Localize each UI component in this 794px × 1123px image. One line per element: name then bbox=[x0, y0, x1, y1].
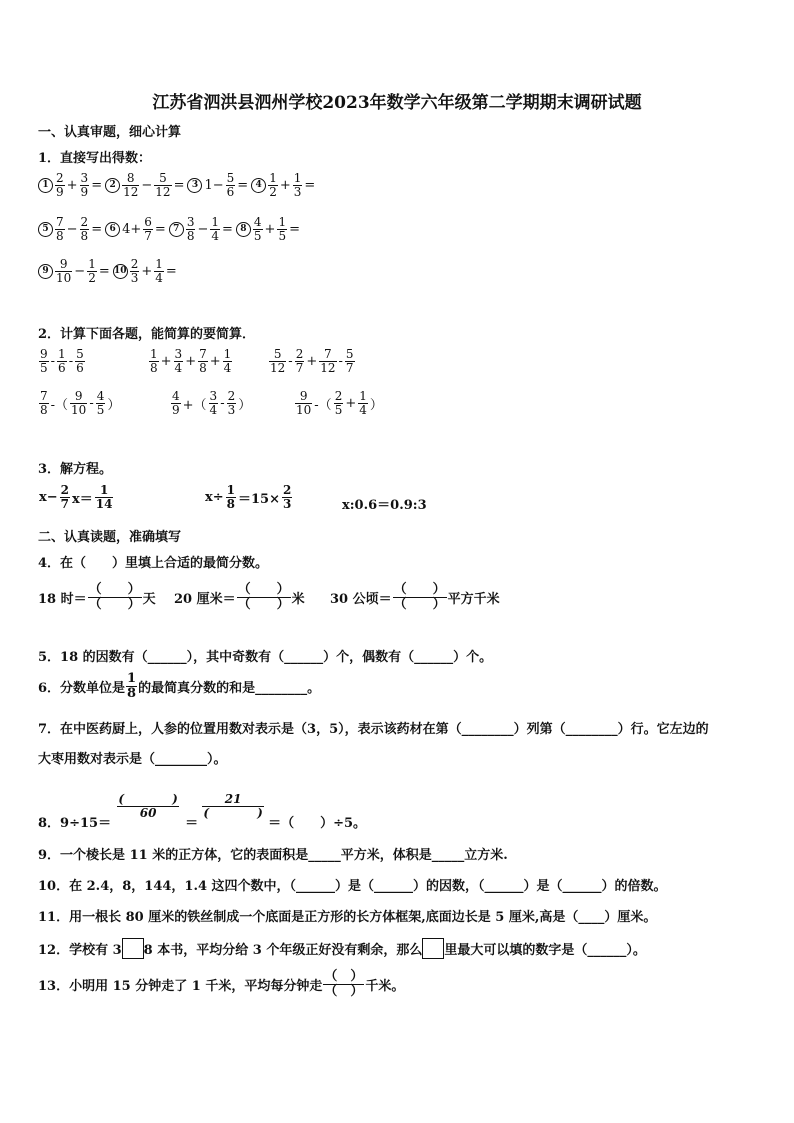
denominator: 3 bbox=[130, 270, 139, 285]
fraction bbox=[87, 258, 97, 284]
numerator: 3 bbox=[209, 389, 218, 403]
q12-part-a: 12．学校有 3 bbox=[38, 943, 122, 958]
fraction bbox=[209, 390, 219, 416]
numerator: 4 bbox=[253, 215, 262, 229]
numerator: 7 bbox=[56, 215, 64, 229]
item-number-badge: 8 bbox=[236, 222, 251, 237]
operator: - bbox=[50, 353, 56, 369]
question-9: 9．一个棱长是 11 米的正方体，它的表面积是_____平方米，体积是_____立方米. bbox=[38, 848, 508, 863]
denominator: 5 bbox=[334, 402, 343, 417]
q13-post: 千米。 bbox=[365, 978, 405, 994]
numerator: 1 bbox=[155, 257, 163, 271]
numerator: 1 bbox=[223, 347, 232, 361]
item-number-badge: 9 bbox=[38, 264, 53, 279]
denominator: 6 bbox=[76, 360, 84, 375]
denominator: 4 bbox=[359, 402, 367, 417]
q3-equation-2 bbox=[204, 484, 293, 510]
operator: − bbox=[74, 263, 86, 279]
denominator: 8 bbox=[127, 685, 137, 701]
numerator: 1 bbox=[99, 483, 109, 497]
fraction bbox=[253, 216, 263, 242]
numerator: 7 bbox=[40, 389, 48, 403]
numerator: 5 bbox=[273, 347, 282, 361]
fraction bbox=[295, 390, 312, 416]
denominator: 10 bbox=[71, 402, 87, 417]
denominator: 12 bbox=[270, 360, 286, 375]
fraction bbox=[55, 258, 72, 284]
numerator: 2 bbox=[283, 483, 292, 497]
q8-post: ＝（ ）÷5。 bbox=[268, 816, 367, 831]
q6-pre: 6．分数单位是 bbox=[38, 680, 126, 696]
denominator: 2 bbox=[88, 270, 96, 285]
operator: 1− bbox=[204, 177, 224, 193]
operator: - bbox=[338, 353, 343, 369]
q6-fraction bbox=[126, 672, 137, 700]
denominator: 8 bbox=[226, 496, 236, 511]
question-11: 11．用一根长 80 厘米的铁丝制成一个底面是正方形的长方体框架,底面边长是 5 厘米,高是（____）厘米。 bbox=[38, 910, 657, 925]
q6-post: 的最简真分数的和是________。 bbox=[138, 680, 321, 696]
fraction bbox=[171, 390, 181, 416]
question-6 bbox=[38, 672, 320, 700]
denominator: 4 bbox=[211, 228, 219, 243]
q4-c-fraction bbox=[393, 583, 447, 611]
fraction bbox=[75, 348, 85, 374]
operator: + bbox=[279, 177, 291, 193]
numerator: 9 bbox=[299, 389, 308, 403]
q8-equals: ＝ bbox=[185, 816, 199, 831]
fraction bbox=[39, 348, 49, 374]
numerator: 9 bbox=[59, 257, 68, 271]
item-number-badge: 6 bbox=[105, 222, 120, 237]
q2-item-6 bbox=[294, 390, 384, 416]
q4-part-b bbox=[174, 583, 305, 611]
denominator: 12 bbox=[123, 184, 139, 199]
numerator: 4 bbox=[96, 389, 105, 403]
q4-b-fraction bbox=[237, 583, 291, 611]
denominator: 7 bbox=[60, 496, 70, 511]
denominator: 9 bbox=[56, 184, 64, 199]
denominator: 5 bbox=[40, 360, 48, 375]
question-2-label: 2．计算下面各题，能简算的要简算． bbox=[38, 327, 256, 342]
numerator: 2 bbox=[56, 171, 64, 185]
numerator: 1 bbox=[150, 347, 158, 361]
item-number-badge: 3 bbox=[187, 178, 202, 193]
q12-digit-box-ref bbox=[422, 938, 444, 959]
denominator-blank[interactable]: （ ） bbox=[237, 596, 290, 612]
operator: − bbox=[141, 177, 153, 193]
fraction bbox=[268, 172, 278, 198]
numerator: 1 bbox=[127, 671, 137, 686]
operator: = bbox=[237, 177, 249, 193]
fraction bbox=[57, 348, 67, 374]
operator: − bbox=[66, 221, 78, 237]
numerator: 3 bbox=[80, 171, 89, 185]
numerator-blank[interactable]: （ ） bbox=[324, 969, 364, 984]
item-number-badge: 7 bbox=[169, 222, 184, 237]
operator: ） bbox=[107, 397, 121, 413]
fraction bbox=[55, 216, 65, 242]
denominator: 5 bbox=[96, 402, 105, 417]
operator: x÷ bbox=[205, 489, 224, 505]
operator: - bbox=[220, 395, 225, 411]
operator: = bbox=[173, 177, 185, 193]
operator: = bbox=[154, 221, 166, 237]
q1-item-10 bbox=[113, 258, 178, 284]
operator: ） bbox=[238, 397, 252, 413]
operator: -（ bbox=[50, 397, 69, 413]
item-number-badge: 4 bbox=[251, 178, 266, 193]
section-2-heading: 二、认真读题，准确填写 bbox=[38, 530, 182, 545]
fraction bbox=[282, 484, 292, 510]
operator: + bbox=[306, 353, 318, 369]
fraction bbox=[149, 348, 159, 374]
denominator: 4 bbox=[223, 360, 232, 375]
denominator: 7 bbox=[295, 360, 304, 375]
fraction bbox=[227, 390, 237, 416]
fraction bbox=[198, 348, 208, 374]
operator: + bbox=[345, 395, 357, 411]
denominator: 6 bbox=[226, 184, 235, 199]
numerator: 1 bbox=[211, 215, 219, 229]
item-number-badge: 10 bbox=[113, 264, 128, 279]
numerator-blank[interactable]: ( ) bbox=[118, 792, 178, 807]
denominator: 12 bbox=[155, 184, 171, 199]
q2-item-2 bbox=[148, 348, 233, 374]
q1-row-1 bbox=[38, 172, 318, 198]
denominator: 9 bbox=[172, 402, 180, 417]
fraction bbox=[223, 348, 233, 374]
operator: + bbox=[66, 177, 78, 193]
question-5: 5．18 的因数有（______），其中奇数有（______）个，偶数有（______）个。 bbox=[38, 650, 493, 665]
fraction bbox=[55, 172, 65, 198]
fraction bbox=[358, 390, 368, 416]
numerator: 1 bbox=[269, 171, 277, 185]
denominator: 2 bbox=[269, 184, 277, 199]
numerator: 2 bbox=[60, 483, 70, 497]
fraction bbox=[60, 484, 70, 510]
q4-b-left: 20 厘米＝ bbox=[174, 591, 236, 607]
q2-item-3 bbox=[268, 348, 356, 374]
fraction bbox=[277, 216, 287, 242]
denominator-blank[interactable]: （ ） bbox=[88, 596, 141, 612]
numerator-blank[interactable]: （ ） bbox=[237, 582, 290, 597]
item-number-badge: 5 bbox=[38, 222, 53, 237]
operator: = bbox=[289, 221, 300, 237]
numerator: 7 bbox=[324, 347, 332, 361]
operator: = bbox=[165, 263, 177, 279]
q1-item-1 bbox=[38, 172, 103, 198]
numerator-blank[interactable]: （ ） bbox=[88, 582, 141, 597]
fraction bbox=[70, 390, 87, 416]
q4-c-left: 30 公顷＝ bbox=[330, 591, 392, 607]
denominator: 4 bbox=[174, 360, 183, 375]
denominator: 60 bbox=[117, 806, 179, 820]
operator: + bbox=[141, 263, 153, 279]
numerator: 9 bbox=[74, 389, 83, 403]
page-title: 江苏省泗洪县泗州学校2023年数学六年级第二学期期末调研试题 bbox=[152, 93, 642, 113]
numerator: 2 bbox=[130, 257, 139, 271]
fraction bbox=[95, 484, 114, 510]
operator: -（ bbox=[314, 397, 332, 413]
numerator: 5 bbox=[159, 171, 167, 185]
numerator: 1 bbox=[293, 171, 302, 185]
q1-item-5 bbox=[38, 216, 103, 242]
fraction bbox=[80, 172, 90, 198]
question-10: 10．在 2.4，8，144，1.4 这四个数中，（______）是（______）的因数，（______）是（______）的倍数。 bbox=[38, 879, 667, 894]
numerator: 3 bbox=[174, 347, 183, 361]
q3-equation-3: x:0.6＝0.9:3 bbox=[342, 498, 427, 513]
q3-equation-1 bbox=[38, 484, 114, 510]
question-1-label: 1．直接写出得数： bbox=[38, 151, 152, 166]
fraction bbox=[226, 172, 236, 198]
fraction bbox=[293, 172, 303, 198]
q8-pre: 8．9÷15＝ bbox=[38, 816, 112, 831]
operator: x＝ bbox=[72, 491, 93, 507]
fraction bbox=[154, 258, 164, 284]
operator: + bbox=[209, 353, 221, 369]
operator: + bbox=[264, 221, 276, 237]
operator: ） bbox=[369, 397, 383, 413]
fraction bbox=[130, 258, 140, 284]
numerator: 6 bbox=[144, 215, 152, 229]
denominator: 3 bbox=[227, 402, 236, 417]
denominator: 4 bbox=[209, 402, 218, 417]
q13-pre: 13．小明用 15 分钟走了 1 千米，平均每分钟走 bbox=[38, 978, 323, 994]
operator: = bbox=[304, 177, 316, 193]
numerator: 8 bbox=[126, 171, 135, 185]
denominator-blank[interactable]: （ ） bbox=[393, 596, 446, 612]
fraction bbox=[295, 348, 305, 374]
question-7-line-1: 7．在中医药厨上，人参的位置用数对表示是（3，5），表示该药材在第（________）列第（________）行。它左边的 bbox=[38, 722, 709, 737]
denominator: 5 bbox=[253, 228, 262, 243]
question-8 bbox=[38, 782, 366, 831]
numerator: 2 bbox=[80, 215, 89, 229]
numerator: 1 bbox=[58, 347, 66, 361]
denominator: 7 bbox=[144, 228, 152, 243]
fraction bbox=[96, 390, 106, 416]
q1-item-2 bbox=[105, 172, 185, 198]
operator: = bbox=[222, 221, 233, 237]
numerator: 5 bbox=[345, 347, 354, 361]
operator: + bbox=[185, 353, 197, 369]
denominator: 8 bbox=[56, 228, 64, 243]
q1-item-4 bbox=[251, 172, 316, 198]
numerator: 2 bbox=[334, 389, 343, 403]
item-number-badge: 2 bbox=[105, 178, 120, 193]
q1-item-3 bbox=[187, 172, 249, 198]
q4-a-right: 天 bbox=[142, 591, 156, 607]
q2-item-4 bbox=[38, 390, 121, 416]
operator: = bbox=[91, 221, 103, 237]
question-3-label: 3．解方程。 bbox=[38, 462, 113, 477]
q1-item-6 bbox=[105, 216, 167, 242]
numerator: 3 bbox=[186, 215, 195, 229]
fraction bbox=[226, 484, 236, 510]
item-number-badge: 1 bbox=[38, 178, 53, 193]
operator: ＝15× bbox=[238, 491, 280, 507]
q1-row-3 bbox=[38, 258, 180, 284]
operator: - bbox=[288, 353, 293, 369]
q12-part-c: 里最大可以填的数字是（______）。 bbox=[444, 943, 646, 958]
section-1-heading: 一、认真审题，细心计算 bbox=[38, 125, 182, 140]
denominator: 8 bbox=[186, 228, 195, 243]
q4-a-fraction bbox=[88, 583, 142, 611]
numerator: 9 bbox=[40, 347, 48, 361]
numerator: 5 bbox=[226, 171, 235, 185]
denominator: 8 bbox=[40, 402, 48, 417]
numerator: 2 bbox=[227, 389, 236, 403]
numerator: 1 bbox=[359, 389, 367, 403]
numerator: 2 bbox=[295, 347, 304, 361]
q4-a-left: 18 时＝ bbox=[38, 591, 87, 607]
denominator-blank[interactable]: （ ） bbox=[324, 983, 364, 999]
denominator: 3 bbox=[283, 496, 292, 511]
denominator: 10 bbox=[56, 270, 72, 285]
operator: 4+ bbox=[122, 221, 142, 237]
q1-item-8 bbox=[236, 216, 301, 242]
denominator: 10 bbox=[296, 402, 312, 417]
fraction bbox=[143, 216, 153, 242]
q4-part-c bbox=[330, 583, 500, 611]
numerator: 1 bbox=[226, 483, 236, 497]
fraction bbox=[80, 216, 90, 242]
operator: = bbox=[98, 263, 110, 279]
q8-fraction-2 bbox=[202, 793, 264, 819]
fraction bbox=[345, 348, 355, 374]
fraction bbox=[154, 172, 171, 198]
numerator-blank[interactable]: （ ） bbox=[393, 582, 446, 597]
operator: - bbox=[89, 395, 94, 411]
q8-fraction-1 bbox=[117, 793, 179, 819]
numerator: 5 bbox=[76, 347, 84, 361]
numerator: 4 bbox=[172, 389, 180, 403]
denominator: 14 bbox=[95, 496, 113, 511]
fraction bbox=[39, 390, 49, 416]
fraction bbox=[334, 390, 344, 416]
denominator: 5 bbox=[278, 228, 287, 243]
fraction bbox=[174, 348, 184, 374]
operator: x− bbox=[39, 489, 58, 505]
denominator: 3 bbox=[293, 184, 302, 199]
fraction bbox=[186, 216, 196, 242]
fraction bbox=[210, 216, 220, 242]
denominator: 8 bbox=[150, 360, 158, 375]
denominator-blank[interactable]: ( ) bbox=[203, 806, 263, 820]
fraction bbox=[269, 348, 286, 374]
numerator: 21 bbox=[224, 792, 242, 807]
numerator: 1 bbox=[88, 257, 96, 271]
q13-fraction bbox=[323, 970, 364, 998]
question-4-label: 4．在（ ）里填上合适的最简分数。 bbox=[38, 556, 269, 571]
q1-item-7 bbox=[169, 216, 234, 242]
q4-b-right: 米 bbox=[291, 591, 305, 607]
operator: = bbox=[91, 177, 103, 193]
q4-c-right: 平方千米 bbox=[447, 591, 500, 607]
q1-item-9 bbox=[38, 258, 111, 284]
q12-part-b: 8 本书，平均分给 3 个年级正好没有剩余，那么 bbox=[143, 943, 423, 958]
denominator: 7 bbox=[345, 360, 354, 375]
q4-part-a bbox=[38, 583, 156, 611]
fraction bbox=[319, 348, 336, 374]
numerator: 1 bbox=[278, 215, 287, 229]
q2-item-1 bbox=[38, 348, 86, 374]
denominator: 8 bbox=[199, 360, 207, 375]
denominator: 12 bbox=[320, 360, 336, 375]
numerator: 7 bbox=[199, 347, 207, 361]
q12-digit-box[interactable] bbox=[122, 938, 144, 959]
denominator: 8 bbox=[80, 228, 89, 243]
question-12 bbox=[38, 938, 646, 959]
q1-row-2 bbox=[38, 216, 303, 242]
operator: − bbox=[197, 221, 209, 237]
operator: - bbox=[68, 353, 74, 369]
denominator: 4 bbox=[155, 270, 163, 285]
operator: +（ bbox=[182, 397, 207, 413]
question-7-line-2: 大枣用数对表示是（________）。 bbox=[38, 752, 227, 767]
q2-item-5 bbox=[170, 390, 252, 416]
question-13 bbox=[38, 970, 404, 998]
operator: + bbox=[160, 353, 172, 369]
fraction bbox=[122, 172, 139, 198]
denominator: 6 bbox=[58, 360, 66, 375]
denominator: 9 bbox=[80, 184, 89, 199]
